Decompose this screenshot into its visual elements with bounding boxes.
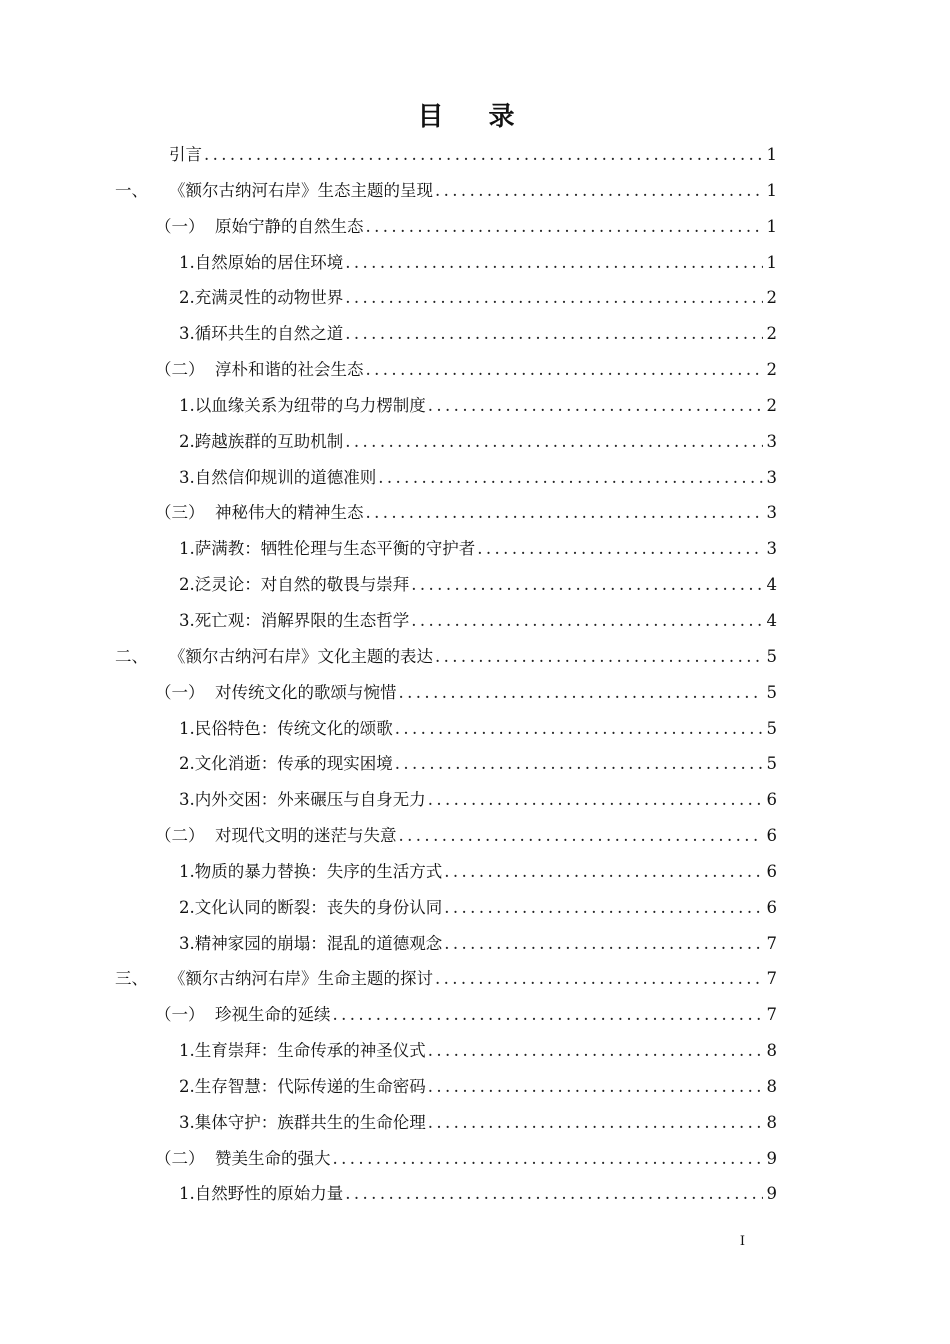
toc-entry[interactable] [115,531,777,567]
toc-entry-page: 8 [766,1112,777,1132]
toc-entry-page: 3 [766,431,777,451]
toc-entry[interactable] [115,675,777,711]
dot-leader [435,173,763,209]
toc-entry[interactable] [115,424,777,460]
toc-entry[interactable] [115,209,777,245]
toc-entry[interactable] [115,388,777,424]
toc-entry[interactable] [115,173,777,209]
toc-entry-title: 自然信仰规训的道德准则 [194,467,377,487]
toc-entry-title: 以血缘关系为纽带的乌力楞制度 [194,395,426,415]
toc-entry-number: 1. [179,718,195,738]
dot-leader [444,890,762,926]
toc-entry[interactable] [115,926,777,962]
toc-entry-page: 7 [766,969,777,989]
toc-entry[interactable] [115,567,777,603]
toc-entry-title: 对传统文化的歌颂与惋惜 [215,682,397,702]
toc-entry[interactable] [115,460,777,496]
toc-entry-number: 1. [179,1184,195,1204]
toc-entry-page: 3 [766,467,777,487]
toc-entry-page: 2 [766,288,777,308]
dot-leader [399,675,763,711]
toc-entry-title: 循环共生的自然之道 [194,324,344,344]
toc-entry[interactable] [115,495,777,531]
toc-entry-number: 2. [179,575,195,595]
toc-entry-number: 1. [179,252,195,272]
dot-leader [345,280,762,316]
toc-entry[interactable] [115,1141,777,1177]
toc-entry-page: 6 [766,790,777,810]
toc-entry-title: 充满灵性的动物世界 [194,288,344,308]
toc-entry-title: 自然原始的居住环境 [194,252,344,272]
toc-entry-page: 6 [766,826,777,846]
toc-entry[interactable] [115,711,777,747]
toc-entry-number: （二） [155,1148,205,1168]
toc-entry[interactable] [115,1176,777,1212]
toc-entry-number: 三、 [115,969,148,989]
toc-entry-page: 4 [766,575,777,595]
dot-leader [428,782,763,818]
toc-entry-title: 对现代文明的迷茫与失意 [215,826,397,846]
dot-leader [428,1033,763,1069]
toc-title: 目 录 [417,102,533,132]
dot-leader [366,209,763,245]
toc-entry-title: 自然野性的原始力量 [194,1184,344,1204]
dot-leader [399,818,763,854]
toc-entry-number: 二、 [115,646,148,666]
toc-entry-page: 7 [766,1005,777,1025]
toc-entry-page: 1 [766,216,777,236]
dot-leader [345,316,762,352]
toc-entry-number: 2. [179,288,195,308]
toc-entry-title: 物质的暴力替换：失序的生活方式 [194,861,443,881]
toc-entry-page: 5 [766,718,777,738]
toc-entry[interactable] [115,316,777,352]
toc-entry-page: 1 [766,145,777,164]
toc-entry-number: 2. [179,754,195,774]
dot-leader [444,926,762,962]
toc-entry-title: 原始宁静的自然生态 [215,216,364,236]
toc-entry-title: 淳朴和谐的社会生态 [215,360,364,380]
toc-entry-number: （三） [155,503,205,523]
dot-leader [366,495,763,531]
dot-leader [395,711,763,747]
toc-entry-title: 赞美生命的强大 [215,1148,331,1168]
toc-entry-page: 3 [766,539,777,559]
toc-entry-page: 1 [766,252,777,272]
toc-entry[interactable] [115,1105,777,1141]
toc-entry[interactable] [115,1069,777,1105]
toc-entry-number: 3. [179,933,195,953]
dot-leader [435,639,763,675]
toc-entry-number: 3. [179,610,195,630]
toc-entry-title: 神秘伟大的精神生态 [215,503,364,523]
toc-entry-page: 8 [766,1076,777,1096]
toc-entry-number: （一） [155,216,205,236]
toc-entry-number: 3. [179,324,195,344]
toc-entry-page: 2 [766,360,777,380]
dot-leader [428,1105,763,1141]
toc-entry-title: 跨越族群的互助机制 [194,431,344,451]
dot-leader [345,1176,762,1212]
toc-entry-number: （二） [155,360,205,380]
dot-leader [411,567,762,603]
toc-entry[interactable] [115,854,777,890]
toc-entry-title: 文化消逝：传承的现实困境 [194,754,393,774]
toc-entry-number: （一） [155,682,205,702]
toc-entry-title: 内外交困：外来碾压与自身无力 [194,790,426,810]
dot-leader [333,997,763,1033]
toc-entry-title: 集体守护：族群共生的生命伦理 [194,1112,426,1132]
toc-entry[interactable] [115,1033,777,1069]
dot-leader [345,424,762,460]
toc-entry[interactable] [115,997,777,1033]
toc-entry[interactable] [115,782,777,818]
toc-entry[interactable] [115,352,777,388]
dot-leader [395,746,763,782]
toc-entry[interactable] [115,603,777,639]
toc-entry-number: 1. [179,861,195,881]
toc-entry-title: 泛灵论：对自然的敬畏与崇拜 [194,575,410,595]
toc-entry-page: 6 [766,861,777,881]
page-number: I [739,1234,745,1249]
toc-entry[interactable] [115,245,777,281]
toc-entry-number: （二） [155,826,205,846]
dot-leader [428,388,763,424]
toc-entry-number: 2. [179,1076,195,1096]
toc-entry-title: 《额尔古纳河右岸》生命主题的探讨 [169,969,433,989]
toc-entry-page: 8 [766,1041,777,1061]
dot-leader [345,245,762,281]
toc-entry-page: 3 [766,503,777,523]
toc-entry-page: 5 [766,682,777,702]
toc-entry-title: 《额尔古纳河右岸》文化主题的表达 [169,646,433,666]
toc-entry-title: 引言 [169,145,202,164]
toc-entry-title: 生存智慧：代际传递的生命密码 [194,1076,426,1096]
table-of-contents [115,137,777,1212]
dot-leader [428,1069,763,1105]
toc-entry-title: 死亡观：消解界限的生态哲学 [194,610,410,630]
toc-entry-number: 1. [179,395,195,415]
dot-leader [333,1141,763,1177]
toc-entry-page: 4 [766,610,777,630]
dot-leader [411,603,762,639]
toc-entry-title: 萨满教：牺牲伦理与生态平衡的守护者 [194,539,476,559]
toc-entry-number: 1. [179,1041,195,1061]
toc-entry[interactable] [115,818,777,854]
toc-entry-page: 6 [766,897,777,917]
toc-entry-page: 9 [766,1184,777,1204]
toc-entry[interactable] [115,746,777,782]
toc-entry-title: 《额尔古纳河右岸》生态主题的呈现 [169,180,433,200]
toc-entry-number: 3. [179,467,195,487]
dot-leader [477,531,762,567]
dot-leader [378,460,762,496]
toc-entry[interactable] [115,639,777,675]
toc-entry-number: （一） [155,1005,205,1025]
toc-entry-number: 3. [179,790,195,810]
toc-entry-number: 2. [179,431,195,451]
toc-entry-number: 2. [179,897,195,917]
toc-entry-page: 2 [766,395,777,415]
toc-entry-page: 5 [766,646,777,666]
toc-entry-page: 2 [766,324,777,344]
toc-entry-page: 7 [766,933,777,953]
dot-leader [435,961,763,997]
toc-entry-title: 生育崇拜：生命传承的神圣仪式 [194,1041,426,1061]
toc-entry-page: 1 [766,180,777,200]
toc-entry[interactable] [115,137,777,173]
toc-entry[interactable] [115,280,777,316]
toc-entry-number: 一、 [115,180,148,200]
toc-entry-title: 精神家园的崩塌：混乱的道德观念 [194,933,443,953]
toc-entry-title: 民俗特色：传统文化的颂歌 [194,718,393,738]
dot-leader [366,352,763,388]
toc-entry-page: 9 [766,1148,777,1168]
toc-entry-title: 文化认同的断裂：丧失的身份认同 [194,897,443,917]
dot-leader [444,854,762,890]
toc-entry[interactable] [115,961,777,997]
toc-entry-number: 3. [179,1112,195,1132]
toc-entry-number: 1. [179,539,195,559]
dot-leader [204,137,763,173]
toc-entry[interactable] [115,890,777,926]
toc-entry-title: 珍视生命的延续 [215,1005,331,1025]
toc-entry-page: 5 [766,754,777,774]
